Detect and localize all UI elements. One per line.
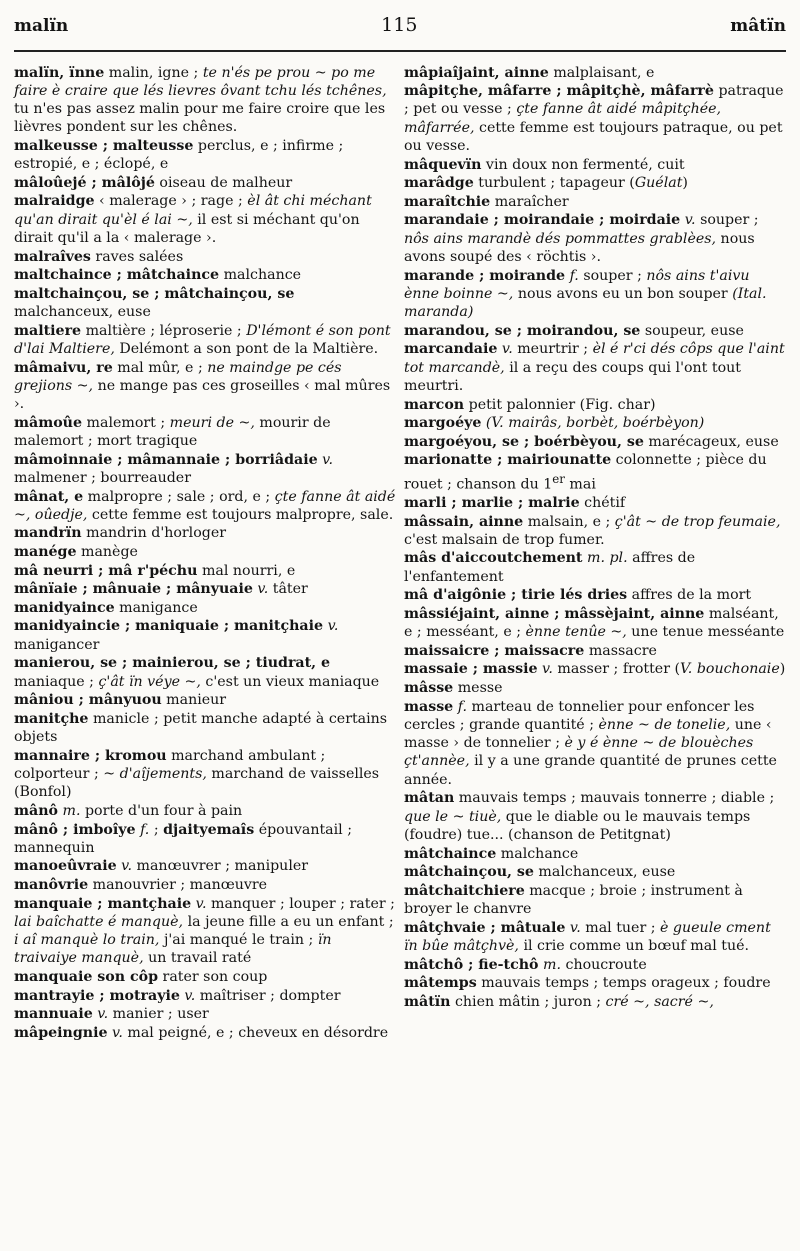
- example-text: ne maindge pe cés grejions ~,: [14, 359, 342, 394]
- definition-text: mandrin d'horloger: [81, 525, 227, 542]
- definition-text: souper ;: [695, 212, 759, 229]
- example-text: m.: [543, 956, 561, 973]
- definition-text: manigance: [114, 599, 198, 616]
- headword: maltchaince ; mâtchaince: [14, 267, 220, 284]
- example-text: m. pl.: [587, 550, 628, 567]
- headword: manége: [14, 544, 77, 561]
- headword: mâtïn: [404, 993, 451, 1010]
- entry-columns: [14, 64, 786, 1043]
- example-text: v.: [195, 895, 207, 912]
- headword: mânïaie ; mânuaie ; mânyuaie: [14, 581, 253, 598]
- headword: mandrïn: [14, 525, 82, 542]
- dictionary-entry: [404, 451, 786, 493]
- definition-text: il a reçu des coups qui l'ont tout meurtri.: [404, 359, 741, 394]
- dictionary-entry: [14, 174, 396, 192]
- left-column: [14, 64, 396, 1043]
- dictionary-entry: [14, 322, 396, 359]
- dictionary-entry: [404, 845, 786, 863]
- definition-text: porte d'un four à pain: [80, 802, 243, 819]
- example-text: nôs ains t'aivu ènne boinne ~,: [404, 267, 750, 302]
- dictionary-entry: [14, 488, 396, 525]
- definition-text: meurtrir ;: [512, 341, 593, 358]
- definition-text: il est si méchant qu'on dirait qu'il a la ‹ malerage ›.: [14, 211, 360, 247]
- example-text: èl ât chi méchant qu'an dirait qu'èl é lai ~,: [14, 193, 372, 228]
- definition-text: maltière ; léproserie ;: [81, 322, 247, 339]
- example-text: (Ital. maranda): [404, 285, 767, 321]
- dictionary-entry: [404, 789, 786, 844]
- headword: mâsse: [404, 679, 454, 696]
- definition-text: mauvais temps ; mauvais tonnerre ; diable ;: [454, 790, 775, 807]
- example-text: ènne tenûe ~,: [525, 624, 627, 641]
- headword: manierou, se ; mainierou, se ; tiudrat, e: [14, 655, 331, 672]
- example-text: f.: [140, 821, 150, 838]
- dictionary-entry: [404, 679, 786, 697]
- definition-text: ): [682, 175, 688, 192]
- headword: marandaie ; moirandaie ; moirdaie: [404, 212, 681, 229]
- dictionary-entry: [14, 617, 396, 654]
- definition-text: cette femme est toujours patraque, ou pet ou vesse.: [404, 119, 783, 154]
- dictionary-entry: [14, 968, 396, 986]
- example-text: èl é r'ci dés côps que l'aint tot marcandè,: [404, 341, 785, 376]
- definition-text: rater son coup: [158, 969, 268, 986]
- example-text: que le ~ tiuè,: [404, 808, 502, 825]
- definition-text: nous avons eu un bon souper: [513, 285, 733, 302]
- definition-text: macque ; broie ; instrument à broyer le chanvre: [404, 882, 743, 918]
- dictionary-entry: [404, 322, 786, 340]
- dictionary-entry: [14, 1005, 396, 1023]
- headword: mâ neurri ; mâ r'péchu: [14, 562, 198, 579]
- definition-text: j'ai manqué le train ;: [159, 932, 318, 949]
- definition-text: manieur: [161, 692, 227, 709]
- definition-text: mai: [564, 476, 596, 493]
- headword: mâmaivu, re: [14, 359, 113, 376]
- dictionary-entry: [14, 654, 396, 691]
- example-text: m.: [62, 802, 81, 819]
- headword: marâdge: [404, 175, 474, 192]
- example-text: te n'és pe prou ~ po me faire è craire que lés lievres ôvant tchu lés tchênes,: [14, 64, 387, 99]
- headword: marcandaie: [404, 341, 498, 358]
- definition-text: mal mûr, e ;: [112, 359, 208, 376]
- definition-text: raves salées: [90, 248, 184, 265]
- definition-text: turbulent ; tapageur (: [473, 175, 635, 192]
- headword: marionatte ; mairiounatte: [404, 452, 612, 469]
- definition-text: malemort ;: [82, 414, 170, 431]
- headword: malïn, ïnne: [14, 64, 105, 81]
- definition-text: une tenue messéante: [626, 624, 785, 641]
- dictionary-entry: [404, 660, 786, 678]
- headword: mannuaie: [14, 1006, 93, 1023]
- dictionary-entry: [404, 433, 786, 451]
- definition-text: il crie comme un bœuf mal tué.: [518, 937, 749, 954]
- headword: mâ d'aigônie ; tirie lés dries: [404, 587, 628, 604]
- page-number: 115: [381, 14, 418, 36]
- dictionary-entry: [404, 211, 786, 266]
- example-text: ïn traivaiye manquè,: [14, 932, 332, 967]
- headword: malraîves: [14, 248, 91, 265]
- headword: manquaie ; mantçhaie: [14, 895, 192, 912]
- headword: mâquevïn: [404, 156, 482, 173]
- dictionary-entry: [404, 974, 786, 992]
- definition-text: nous avons soupé des ‹ röchtis ›.: [404, 230, 755, 265]
- headword: mâtan: [404, 790, 455, 807]
- right-guide-word: mâtïn: [730, 16, 786, 36]
- headword: mâssiéjaint, ainne ; mâssèjaint, ainne: [404, 605, 705, 622]
- dictionary-entry: [404, 882, 786, 919]
- definition-text: malsain, e ;: [523, 513, 615, 530]
- definition-text: messe: [453, 679, 503, 696]
- definition-text: ne mange pas ces groseilles ‹ mal mûres ›.: [14, 377, 391, 413]
- headword: maissaicre ; maissacre: [404, 642, 585, 659]
- headword: mânô ; imboîye: [14, 821, 136, 838]
- definition-text: ): [779, 661, 786, 678]
- dictionary-entry: [404, 586, 786, 604]
- definition-text: manœuvrer ; manipuler: [132, 858, 309, 875]
- dictionary-entry: [404, 340, 786, 395]
- definition-text: mal nourri, e: [197, 562, 296, 579]
- definition-text: une ‹ masse › de tonnelier ;: [404, 716, 772, 752]
- definition-text: marchand de vaisselles (Bonfol): [14, 766, 380, 801]
- definition-text: soupeur, euse: [640, 322, 744, 339]
- dictionary-entry: [404, 993, 786, 1011]
- headword: mâmoinnaie ; mâmannaie ; borriâdaie: [14, 451, 318, 468]
- dictionary-entry: [14, 1024, 396, 1042]
- headword: mâtchainçou, se: [404, 864, 534, 881]
- definition-text: il y a une grande quantité de prunes cette année.: [404, 753, 777, 788]
- headword: manidyaince: [14, 599, 115, 616]
- headword: mâniou ; mânyuou: [14, 692, 162, 709]
- definition-text: malséant, e ; messéant, e ;: [404, 605, 779, 641]
- definition-text: malchance: [219, 267, 302, 284]
- definition-text: affres de la mort: [627, 587, 752, 604]
- definition-text: maraîcher: [490, 193, 569, 210]
- headword: masse: [404, 698, 454, 715]
- definition-text: souper ;: [578, 267, 647, 284]
- dictionary-entry: [404, 513, 786, 550]
- definition-text: tu n'es pas assez malin pour me faire croire que les lièvres pondent sur les chênes.: [14, 101, 386, 136]
- headword: mâmoûe: [14, 414, 83, 431]
- definition-text: mal peigné, e ; cheveux en désordre: [122, 1024, 389, 1041]
- definition-text: mauvais temps ; temps orageux ; foudre: [476, 975, 771, 992]
- dictionary-entry: [14, 285, 396, 322]
- dictionary-entry: [14, 359, 396, 414]
- headword: manidyaincie ; maniquaie ; manitçhaie: [14, 618, 324, 635]
- definition-text: marchand ambulant ; colporteur ;: [14, 747, 326, 783]
- definition-text: malpropre ; sale ; ord, e ;: [83, 488, 275, 505]
- headword: mânat, e: [14, 488, 84, 505]
- example-text: è y é ènne ~ de blouèches çt'annèe,: [404, 735, 754, 770]
- example-text: lai baîchatte é manquè,: [14, 913, 184, 930]
- definition-text: chien mâtin ; juron ;: [450, 993, 606, 1010]
- headword: mâpiaîjaint, ainne: [404, 64, 549, 81]
- example-text: è gueule cment ïn bûe mâtçhvè,: [404, 919, 771, 954]
- headword: malraidge: [14, 193, 95, 210]
- definition-text: c'est un vieux maniaque: [200, 673, 380, 690]
- dictionary-entry: [14, 710, 396, 747]
- definition-text: mourir de malemort ; mort tragique: [14, 414, 331, 450]
- headword: manitçhe: [14, 710, 89, 727]
- dictionary-entry: [14, 691, 396, 709]
- headword: margoéyou, se ; boérbèyou, se: [404, 433, 644, 450]
- dictionary-entry: [14, 876, 396, 894]
- example-text: D'lémont é son pont d'lai Maltiere,: [14, 322, 391, 358]
- example-text: çte fanne ât aidé ~, oûedje,: [14, 488, 396, 523]
- dictionary-entry: [14, 451, 396, 488]
- example-text: nôs ains marandè dés pommattes grablèes,: [404, 230, 717, 247]
- definition-text: colonnette ; pièce du rouet ; chanson du 1: [404, 452, 767, 493]
- example-text: v.: [184, 987, 196, 1004]
- headword: mâtchaince: [404, 845, 497, 862]
- definition-text: la jeune fille a eu un enfant ;: [183, 913, 394, 930]
- definition-text: marteau de tonnelier pour enfoncer les cercles ; grande quantité ;: [404, 698, 755, 733]
- headword: maltchainçou, se ; mâtchainçou, se: [14, 285, 295, 302]
- example-text: v.: [121, 858, 133, 875]
- right-column: [404, 64, 786, 1043]
- headword: mâloûejé ; mâlôjé: [14, 174, 155, 191]
- definition-text: Delémont a son pont de la Maltière.: [114, 341, 379, 358]
- headword: maltiere: [14, 322, 82, 339]
- headword: mantrayie ; motrayie: [14, 987, 180, 1004]
- dictionary-entry: [404, 863, 786, 881]
- dictionary-entry: [404, 494, 786, 512]
- dictionary-entry: [404, 414, 786, 432]
- headword: manôvrie: [14, 876, 89, 893]
- headword: marli ; marlie ; malrie: [404, 494, 580, 511]
- definition-text: maîtriser ; dompter: [195, 987, 341, 1004]
- dictionary-entry: [14, 821, 396, 858]
- example-text: V. bouchonaie: [680, 661, 780, 678]
- definition-text: manquer ; louper ; rater ;: [206, 895, 395, 912]
- definition-text: affres de l'enfantement: [404, 550, 696, 585]
- definition-text: épouvantail ; mannequin: [14, 821, 352, 856]
- dictionary-entry: [404, 174, 786, 192]
- example-text: v.: [257, 581, 269, 598]
- dictionary-entry: [404, 64, 786, 82]
- dictionary-entry: [14, 599, 396, 617]
- headword: mâtemps: [404, 975, 477, 992]
- definition-text: malchanceux, euse: [533, 864, 676, 881]
- example-text: cré ~, sacré ~,: [605, 993, 714, 1010]
- example-text: f.: [569, 267, 579, 284]
- headword: marandou, se ; moirandou, se: [404, 322, 641, 339]
- headword: mâtchaitchiere: [404, 882, 525, 899]
- example-text: ç'ât ïn véye ~,: [98, 673, 201, 690]
- dictionary-entry: [404, 549, 786, 586]
- dictionary-entry: [404, 642, 786, 660]
- example-text: ç'ât ~ de trop feumaie,: [614, 513, 781, 530]
- definition-text: malplaisant, e: [548, 64, 655, 81]
- headword: massaie ; massie: [404, 661, 538, 678]
- definition-text: chétif: [579, 494, 626, 511]
- definition-text: ;: [149, 821, 164, 838]
- dictionary-entry: [14, 414, 396, 451]
- dictionary-entry: [14, 562, 396, 580]
- dictionary-entry: [14, 266, 396, 284]
- dictionary-entry: [14, 580, 396, 598]
- definition-text: malmener ; bourreauder: [14, 470, 191, 486]
- dictionary-entry: [14, 857, 396, 875]
- dictionary-entry: [14, 248, 396, 266]
- headword: mâs d'aiccoutchement: [404, 550, 583, 567]
- headword: mâssain, ainne: [404, 513, 524, 530]
- headword: malkeusse ; malteusse: [14, 137, 194, 154]
- dictionary-entry: [404, 193, 786, 211]
- dictionary-entry: [404, 919, 786, 956]
- headword: manquaie son côp: [14, 969, 159, 986]
- headword: djaityemaîs: [163, 821, 255, 838]
- definition-text: petit palonnier (Fig. char): [464, 396, 656, 413]
- dictionary-entry: [404, 698, 786, 789]
- definition-text: marécageux, euse: [643, 433, 779, 450]
- header-rule: [14, 50, 786, 52]
- example-text: ènne ~ de tonelie,: [598, 716, 731, 733]
- headword: mâpitçhe, mâfarre ; mâpitçhè, mâfarrè: [404, 83, 714, 100]
- headword: maraîtchie: [404, 193, 491, 210]
- dictionary-entry: [14, 747, 396, 802]
- example-text: v.: [327, 618, 339, 635]
- definition-text: choucroute: [560, 956, 647, 973]
- left-guide-word: malïn: [14, 16, 69, 36]
- definition-text: mal tuer ;: [580, 919, 661, 936]
- headword: mânô: [14, 802, 58, 819]
- definition-text: manier ; user: [108, 1006, 209, 1023]
- definition-text: manigancer: [14, 636, 100, 653]
- dictionary-entry: [14, 543, 396, 561]
- definition-text: ‹ malerage › ; rage ;: [94, 193, 248, 210]
- definition-text: malchance: [496, 845, 579, 862]
- dictionary-entry: [404, 605, 786, 642]
- example-text: meuri de ~,: [169, 414, 255, 431]
- dictionary-entry: [404, 956, 786, 974]
- dictionary-entry: [14, 137, 396, 174]
- definition-text: vin doux non fermenté, cuit: [481, 156, 685, 173]
- dictionary-entry: [14, 524, 396, 542]
- dictionary-entry: [14, 802, 396, 820]
- headword: marcon: [404, 396, 465, 413]
- superscript: er: [552, 471, 565, 486]
- page-header: [14, 14, 786, 48]
- headword: margoéye: [404, 415, 482, 432]
- dictionary-entry: [404, 156, 786, 174]
- example-text: ~ d'aîjements,: [103, 766, 207, 783]
- definition-text: masser ; frotter (: [552, 661, 681, 678]
- example-text: i aî manquè lo train,: [14, 932, 160, 949]
- dictionary-entry: [404, 267, 786, 322]
- definition-text: manicle ; petit manche adapté à certains objets: [14, 710, 388, 746]
- headword: mâtchô ; fie-tchô: [404, 956, 539, 973]
- definition-text: tâter: [268, 581, 308, 598]
- dictionary-entry: [404, 82, 786, 155]
- definition-text: massacre: [584, 642, 657, 659]
- definition-text: que le diable ou le mauvais temps (foudre) tue... (chanson de Petitgnat): [404, 808, 751, 843]
- headword: mâtçhvaie ; mâtuale: [404, 919, 566, 936]
- dictionary-entry: [14, 895, 396, 968]
- example-text: Guélat: [634, 175, 683, 192]
- example-text: (V. mairâs, borbèt, boérbèyon): [485, 415, 705, 432]
- dictionary-entry: [14, 64, 396, 137]
- dictionary-entry: [404, 396, 786, 414]
- definition-text: cette femme est toujours malpropre, sale.: [87, 506, 394, 523]
- definition-text: malchanceux, euse: [14, 304, 151, 321]
- definition-text: maniaque ;: [14, 673, 99, 690]
- definition-text: patraque ; pet ou vesse ;: [404, 83, 784, 118]
- headword: mannaire ; kromou: [14, 747, 167, 764]
- example-text: v.: [112, 1024, 123, 1041]
- definition-text: manège: [76, 544, 138, 561]
- headword: manoeûvraie: [14, 858, 117, 875]
- definition-text: c'est malsain de trop fumer.: [404, 531, 605, 548]
- example-text: v.: [501, 341, 513, 358]
- definition-text: manouvrier ; manœuvre: [88, 876, 268, 893]
- example-text: v.: [684, 212, 696, 229]
- definition-text: malin, igne ;: [104, 64, 203, 81]
- headword: mâpeingnie: [14, 1024, 108, 1041]
- headword: marande ; moirande: [404, 267, 566, 284]
- example-text: v.: [569, 919, 581, 936]
- dictionary-entry: [14, 987, 396, 1005]
- definition-text: oiseau de malheur: [154, 174, 293, 191]
- example-text: v.: [322, 451, 333, 468]
- example-text: f.: [457, 698, 467, 715]
- dictionary-entry: [14, 192, 396, 247]
- example-text: çte fanne ât aidé mâpitçhée, mâfarrée,: [404, 101, 722, 136]
- definition-text: un travail raté: [143, 950, 252, 967]
- example-text: v.: [97, 1006, 109, 1023]
- definition-text: perclus, e ; infirme ; estropié, e ; éclopé, e: [14, 137, 344, 173]
- example-text: v.: [542, 661, 553, 678]
